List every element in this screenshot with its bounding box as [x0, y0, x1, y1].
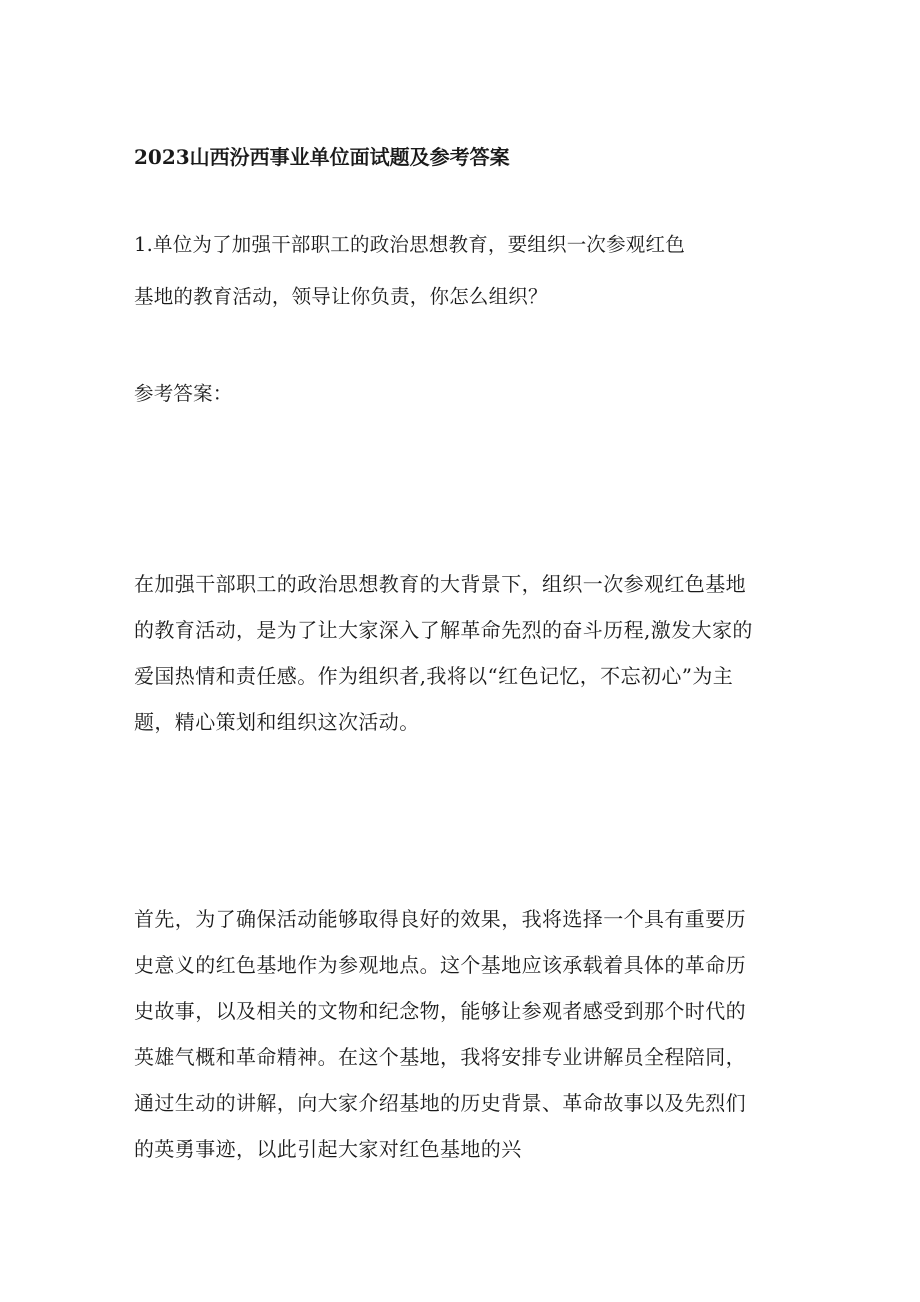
- answer-paragraph-1: [134, 570, 794, 754]
- paragraph-line: 英雄气概和革命精神。在这个基地，我将安排专业讲解员全程陪同，: [134, 1045, 746, 1069]
- paragraph-line: 首先，为了确保活动能够取得良好的效果，我将选择一个具有重要历: [134, 907, 746, 931]
- answer-paragraph-2: [134, 905, 794, 1181]
- paragraph-line: 的教育活动，是为了让大家深入了解革命先烈的奋斗历程,激发大家的: [134, 618, 753, 642]
- question-line-2: 基地的教育活动，领导让你负责，你怎么组织？: [134, 285, 548, 308]
- paragraph-line: 史意义的红色基地作为参观地点。这个基地应该承载着具体的革命历: [134, 953, 746, 977]
- paragraph-line: 史故事，以及相关的文物和纪念物，能够让参观者感受到那个时代的: [134, 999, 746, 1023]
- paragraph-line: 的英勇事迹，以此引起大家对红色基地的兴: [134, 1137, 522, 1161]
- document-title: 2023山西汾西事业单位面试题及参考答案: [134, 145, 510, 169]
- paragraph-line: 通过生动的讲解，向大家介绍基地的历史背景、革命故事以及先烈们: [134, 1091, 746, 1115]
- answer-label: 参考答案：: [134, 382, 233, 405]
- paragraph-line: 在加强干部职工的政治思想教育的大背景下，组织一次参观红色基地: [134, 572, 746, 596]
- question-line-1: 1.单位为了加强干部职工的政治思想教育，要组织一次参观红色: [134, 233, 685, 256]
- paragraph-line: 题，精心策划和组织这次活动。: [134, 710, 420, 734]
- paragraph-line: 爱国热情和责任感。作为组织者,我将以“红色记忆，不忘初心”为主: [134, 664, 734, 688]
